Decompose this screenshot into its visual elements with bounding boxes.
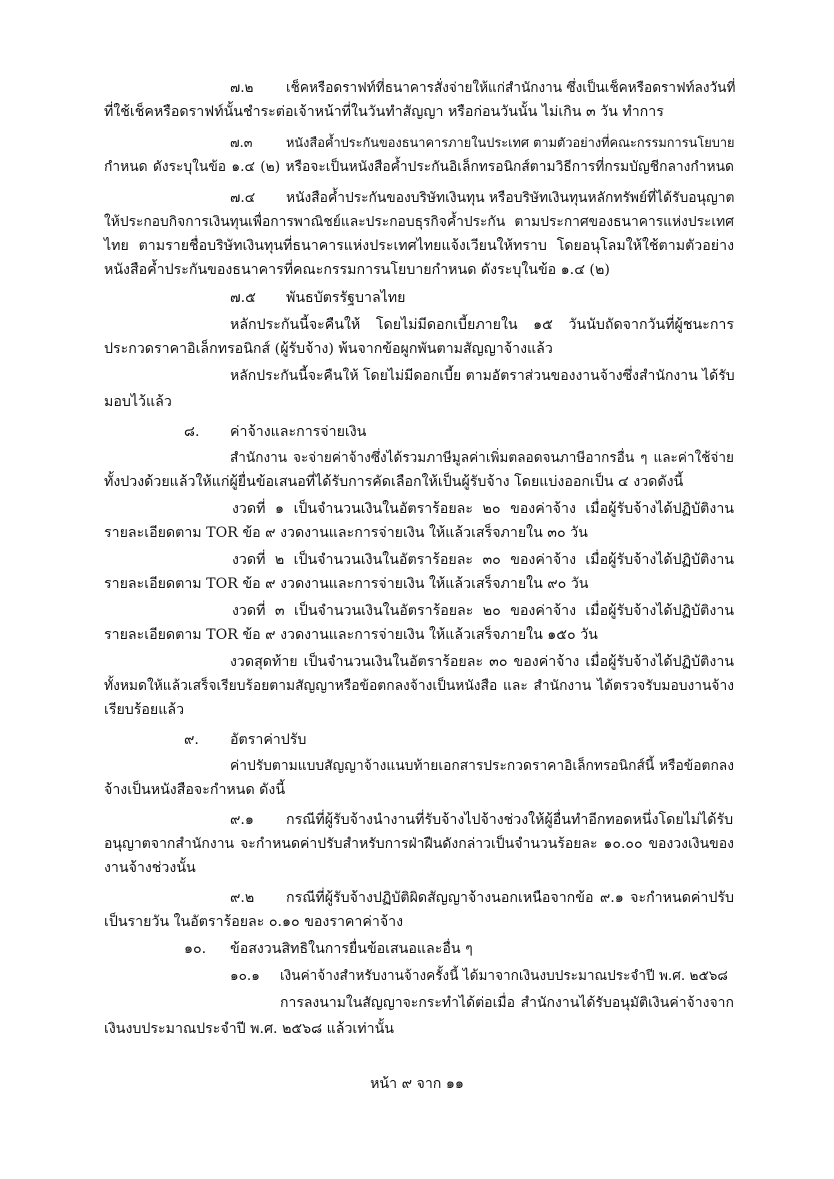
clause-9-2-line-1 [230,886,734,911]
page-number-footer: หน้า ๙ จาก ๑๑ [370,1076,464,1092]
section-number: ๘. [184,424,200,440]
installment-2-line-2: รายละเอียดตาม TOR ข้อ ๙ งวดงานและการจ่ายเงิน ให้แล้วเสร็จภายใน ๙๐ วัน [104,576,589,592]
installment-2-line-1: งวดที่ ๒ เป็นจำนวนเงินในอัตราร้อยละ ๓๐ ของค่าจ้าง เมื่อผู้รับจ้างได้ปฏิบัติงาน [232,552,734,568]
clause-9-1-line-2: อนุญาตจากสำนักงาน จะกำหนดค่าปรับสำหรับการฝ่าฝืนดังกล่าวเป็นจำนวนร้อยละ ๑๐.๐๐ ของวงเงินของ [104,836,734,852]
section-number: ๙. [184,732,199,748]
clause-10-1-line-2: การลงนามในสัญญาจะกระทำได้ต่อเมื่อ สำนักงานได้รับอนุมัติเงินค่าจ้างจาก [280,995,734,1011]
clause-9-2-line-2: เป็นรายวัน ในอัตราร้อยละ ๐.๑๐ ของราคาค่าจ้าง [104,914,404,930]
clause-number: ๑๐.๑ [230,968,260,984]
clause-7-2-line-2: ที่ใช้เช็คหรือดราฟท์นั้นชำระต่อเจ้าหน้าที่ในวันทำสัญญา หรือก่อนวันนั้น ไม่เกิน ๓ วัน ทำการ [104,104,664,120]
clause-number: ๗.๓ [230,136,253,151]
section-title: อัตราค่าปรับ [230,732,307,748]
clause-10-1-line-1 [230,964,728,989]
section-9-heading [184,728,306,753]
penalty-intro-line-2: จ้างเป็นหนังสือจะกำหนด ดังนี้ [104,782,286,798]
installment-final-line-2: ทั้งหมดให้แล้วเสร็จเรียบร้อยตามสัญญาหรือข้อตกลงจ้างเป็นหนังสือ และ สำนักงาน ได้ตรวจรับมอบงานจ้าง [104,678,734,694]
clause-text: กรณีที่ผู้รับจ้างปฏิบัติผิดสัญญาจ้างนอกเหนือจากข้อ ๙.๑ จะกำหนดค่าปรับ [286,890,734,906]
installment-1-line-2: รายละเอียดตาม TOR ข้อ ๙ งวดงานและการจ่ายเงิน ให้แล้วเสร็จภายใน ๓๐ วัน [104,525,588,541]
payment-intro-line-1: สำนักงาน จะจ่ายค่าจ้างซึ่งได้รวมภาษีมูลค่าเพิ่มตลอดจนภาษีอากรอื่น ๆ และค่าใช้จ่าย [230,450,734,466]
clause-7-3-line-1 [230,131,734,156]
section-10-heading [184,937,473,962]
section-number: ๑๐. [184,941,207,957]
clause-7-5 [230,286,405,311]
clause-text: เช็คหรือดราฟท์ที่ธนาคารสั่งจ่ายให้แก่สำนักงาน ซึ่งเป็นเช็คหรือดราฟท์ลงวันที่ [286,80,736,96]
clause-9-1-line-1 [230,808,734,833]
clause-7-4-line-4: หนังสือค้ำประกันของธนาคารที่คณะกรรมการนโยบายกำหนด ดังระบุในข้อ ๑.๔ (๒) [104,262,610,278]
clause-number: ๙.๑ [230,812,254,828]
clause-text: หนังสือค้ำประกันของบริษัทเงินทุน หรือบริษัทเงินทุนหลักทรัพย์ที่ได้รับอนุญาต [286,190,735,206]
clause-number: ๗.๔ [230,190,256,206]
guarantee-return-2-line-2: มอบไว้แล้ว [104,394,172,410]
installment-final-line-1: งวดสุดท้าย เป็นจำนวนเงินในอัตราร้อยละ ๓๐ ของค่าจ้าง เมื่อผู้รับจ้างได้ปฏิบัติงาน [230,654,734,670]
clause-10-1-line-3: เงินงบประมาณประจำปี พ.ศ. ๒๕๖๘ แล้วเท่านั้น [104,1021,394,1037]
payment-intro-line-2: ทั้งปวงด้วยแล้วให้แก่ผู้ยื่นข้อเสนอที่ได้รับการคัดเลือกให้เป็นผู้รับจ้าง โดยแบ่งออกเป็น ๔ งวดดังนี้ [104,474,684,490]
clause-text: หนังสือค้ำประกันของธนาคารภายในประเทศ ตามตัวอย่างที่คณะกรรมการนโยบาย [286,136,735,151]
installment-1-line-1: งวดที่ ๑ เป็นจำนวนเงินในอัตราร้อยละ ๒๐ ของค่าจ้าง เมื่อผู้รับจ้างได้ปฏิบัติงาน [232,501,734,517]
clause-text: กรณีที่ผู้รับจ้างนำงานที่รับจ้างไปจ้างช่วงให้ผู้อื่นทำอีกทอดหนึ่งโดยไม่ได้รับ [286,812,734,828]
guarantee-return-line-1: หลักประกันนี้จะคืนให้ โดยไม่มีดอกเบี้ยภายใน ๑๕ วันนับถัดจากวันที่ผู้ชนะการ [230,317,734,333]
installment-final-line-3: เรียบร้อยแล้ว [104,702,185,718]
clause-7-4-line-3: ไทย ตามรายชื่อบริษัทเงินทุนที่ธนาคารแห่งประเทศไทยแจ้งเวียนให้ทราบ โดยอนุโลมให้ใช้ตามตัวอย่าง [104,238,734,254]
section-8-heading [184,420,366,445]
installment-3-line-2: รายละเอียดตาม TOR ข้อ ๙ งวดงานและการจ่ายเงิน ให้แล้วเสร็จภายใน ๑๕๐ วัน [104,627,598,643]
guarantee-return-line-2: ประกวดราคาอิเล็กทรอนิกส์ (ผู้รับจ้าง) พ้นจากข้อผูกพันตามสัญญาจ้างแล้ว [104,341,553,357]
clause-7-4-line-2: ให้ประกอบกิจการเงินทุนเพื่อการพาณิชย์และประกอบธุรกิจค้ำประกัน ตามประกาศของธนาคารแห่งประเทศ [104,214,734,230]
section-title: ค่าจ้างและการจ่ายเงิน [230,424,367,440]
clause-7-3-line-2: กำหนด ดังระบุในข้อ ๑.๔ (๒) หรือจะเป็นหนังสือค้ำประกันอิเล็กทรอนิกส์ตามวิธีการที่กรมบัญชีกลางกำหนด [104,159,734,175]
clause-7-2-line-1 [230,76,734,101]
clause-number: ๙.๒ [230,890,255,906]
clause-7-4-line-1 [230,186,734,211]
penalty-intro-line-1: ค่าปรับตามแบบสัญญาจ้างแนบท้ายเอกสารประกวดราคาอิเล็กทรอนิกส์นี้ หรือข้อตกลง [230,758,734,774]
clause-number: ๗.๒ [230,80,254,96]
section-title: ข้อสงวนสิทธิในการยื่นข้อเสนอและอื่น ๆ [230,941,473,957]
clause-text: พันธบัตรรัฐบาลไทย [286,290,406,306]
installment-3-line-1: งวดที่ ๓ เป็นจำนวนเงินในอัตราร้อยละ ๒๐ ของค่าจ้าง เมื่อผู้รับจ้างได้ปฏิบัติงาน [232,603,734,619]
guarantee-return-2-line-1: หลักประกันนี้จะคืนให้ โดยไม่มีดอกเบี้ย ตามอัตราส่วนของงานจ้างซึ่งสำนักงาน ได้รับ [230,368,735,384]
clause-text: เงินค่าจ้างสำหรับงานจ้างครั้งนี้ ได้มาจากเงินงบประมาณประจำปี พ.ศ. ๒๕๖๘ [280,968,728,984]
clause-9-1-line-3: งานจ้างช่วงนั้น [104,860,196,876]
clause-number: ๗.๕ [230,290,256,306]
